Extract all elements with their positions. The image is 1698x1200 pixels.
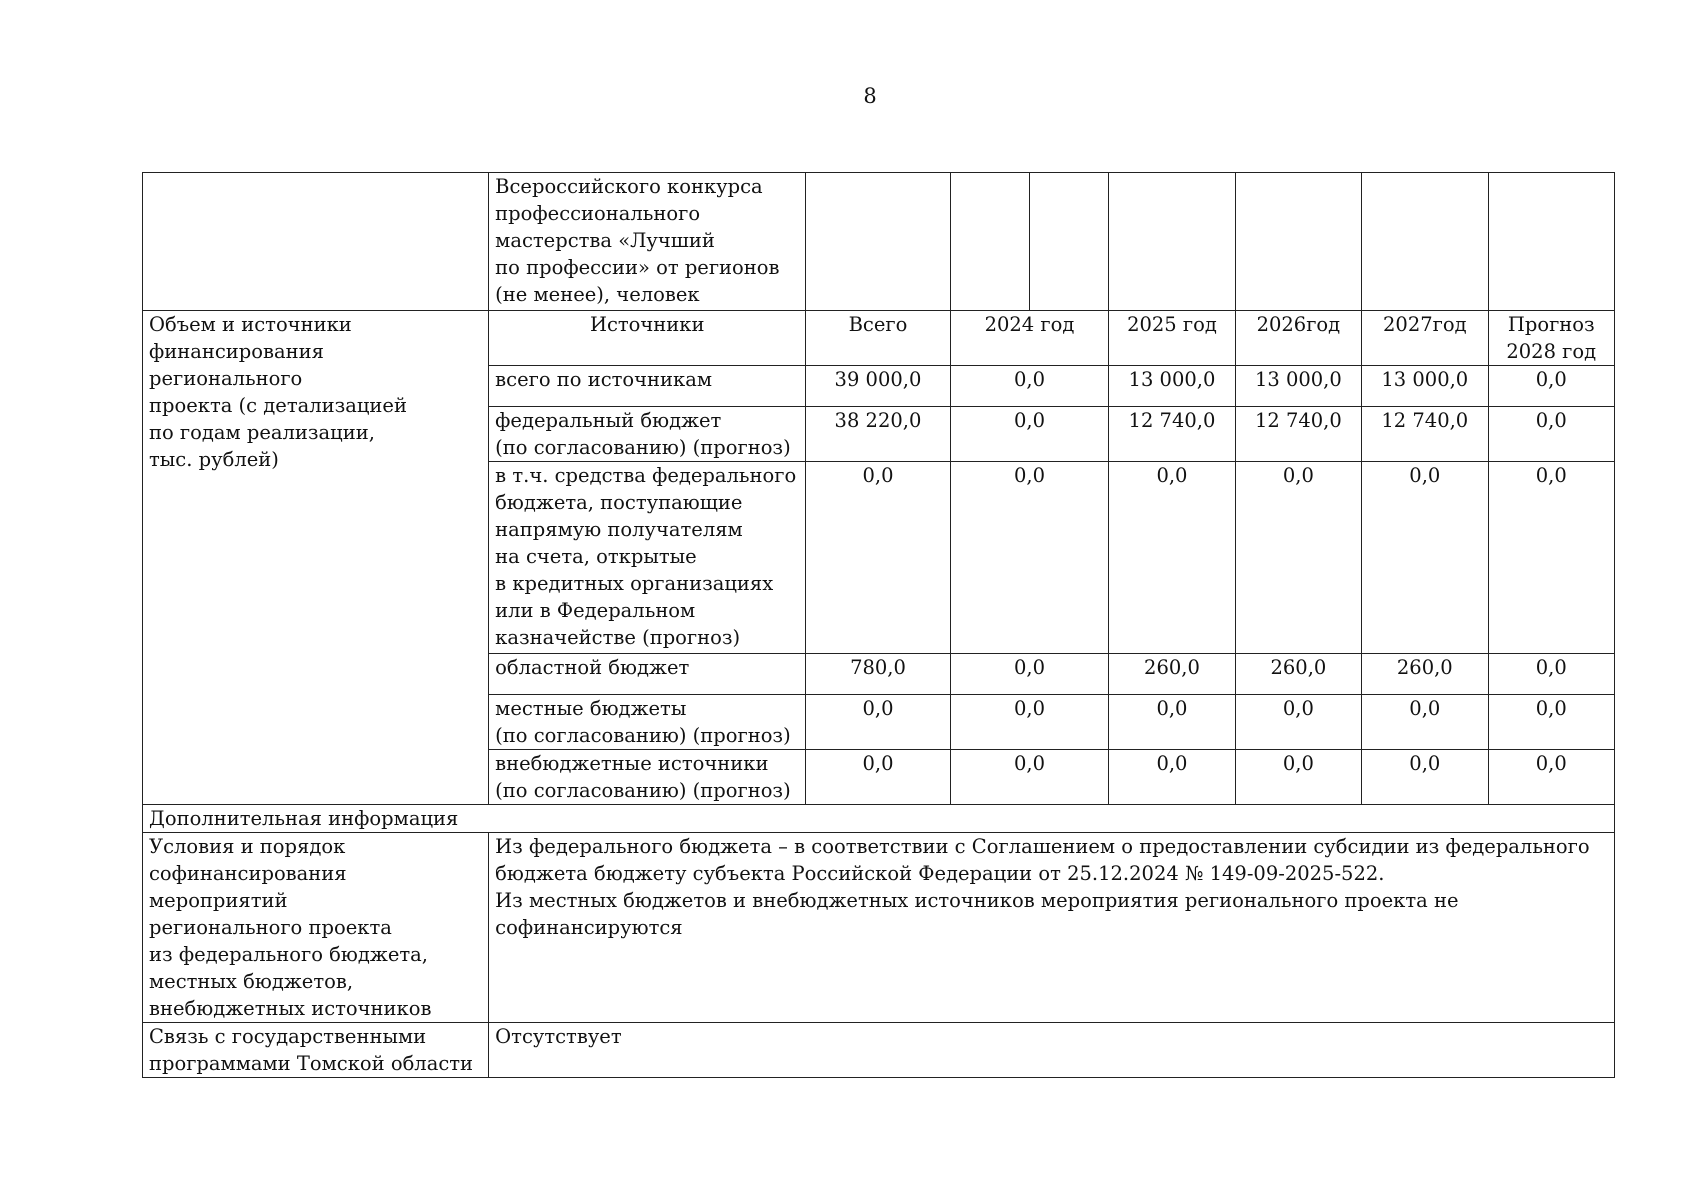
value-cell: 260,0 <box>1362 654 1488 695</box>
value-cell: 12 740,0 <box>1235 407 1361 462</box>
additional-info-row <box>143 805 1615 833</box>
value-cell: 0,0 <box>1235 750 1361 805</box>
header-total: Всего <box>806 311 950 366</box>
value-cell: 0,0 <box>1362 462 1488 654</box>
value-cell: 0,0 <box>806 750 950 805</box>
source-local-budgets: местные бюджеты (по согласованию) (прогноз) <box>489 695 806 750</box>
programs-row <box>143 1023 1615 1078</box>
header-forecast-2028: Прогноз 2028 год <box>1488 311 1614 366</box>
value-cell: 39 000,0 <box>806 366 950 407</box>
top-row-empty-cell <box>143 173 489 311</box>
programs-text: Отсутствует <box>489 1023 1615 1078</box>
value-cell: 0,0 <box>1488 366 1614 407</box>
value-cell: 0,0 <box>1109 462 1235 654</box>
value-cell: 780,0 <box>806 654 950 695</box>
value-cell: 0,0 <box>1235 695 1361 750</box>
empty-cell <box>806 173 950 311</box>
project-passport-table <box>142 172 1615 1078</box>
header-sources: Источники <box>489 311 806 366</box>
value-cell: 0,0 <box>1488 462 1614 654</box>
additional-info-heading: Дополнительная информация <box>143 805 1615 833</box>
top-row <box>143 173 1615 311</box>
header-2026: 2026год <box>1235 311 1361 366</box>
source-total: всего по источникам <box>489 366 806 407</box>
value-cell: 0,0 <box>1109 750 1235 805</box>
value-cell: 0,0 <box>1488 654 1614 695</box>
empty-split-cell <box>950 173 1109 311</box>
value-cell: 0,0 <box>806 695 950 750</box>
page-number: 8 <box>863 84 877 108</box>
value-cell: 0,0 <box>950 366 1109 407</box>
value-cell: 13 000,0 <box>1362 366 1488 407</box>
finance-header-row <box>143 311 1615 366</box>
cofinancing-row <box>143 833 1615 1023</box>
header-2025: 2025 год <box>1109 311 1235 366</box>
value-cell: 0,0 <box>950 695 1109 750</box>
value-cell: 0,0 <box>950 407 1109 462</box>
source-extrabudgetary: внебюджетные источники (по согласованию) (прогноз) <box>489 750 806 805</box>
top-row-label: Всероссийского конкурса профессионального мастерства «Лучший по профессии» от регионов (не менее), человек <box>489 173 806 311</box>
value-cell: 260,0 <box>1235 654 1361 695</box>
finance-row-label: Объем и источники финансирования регионального проекта (с детализацией по годам реализации, тыс. рублей) <box>143 311 489 805</box>
cofinancing-label: Условия и порядок софинансирования мероприятий регионального проекта из федерального бюджета, местных бюджетов, внебюджетных источников <box>143 833 489 1023</box>
programs-label: Связь с государственными программами Томской области <box>143 1023 489 1078</box>
source-federal-budget: федеральный бюджет (по согласованию) (прогноз) <box>489 407 806 462</box>
value-cell: 0,0 <box>1109 695 1235 750</box>
value-cell: 0,0 <box>806 462 950 654</box>
cofinancing-text: Из федерального бюджета – в соответствии с Соглашением о предоставлении субсидии из федерального бюджета бюджету субъекта Российской Федерации от 25.12.2024 № 149-09-2025-522. Из местных бюджетов и внебюджетных источников мероприятия регионального проекта не софинансируются <box>489 833 1615 1023</box>
value-cell: 12 740,0 <box>1362 407 1488 462</box>
empty-cell <box>1109 173 1235 311</box>
value-cell: 0,0 <box>1362 695 1488 750</box>
empty-cell <box>1488 173 1614 311</box>
source-regional-budget: областной бюджет <box>489 654 806 695</box>
value-cell: 0,0 <box>950 750 1109 805</box>
value-cell: 0,0 <box>950 654 1109 695</box>
source-federal-direct: в т.ч. средства федерального бюджета, поступающие напрямую получателям на счета, открытые в кредитных организациях или в Федеральном казначействе (прогноз) <box>489 462 806 654</box>
value-cell: 0,0 <box>1362 750 1488 805</box>
value-cell: 0,0 <box>1488 695 1614 750</box>
value-cell: 38 220,0 <box>806 407 950 462</box>
header-2027: 2027год <box>1362 311 1488 366</box>
value-cell: 0,0 <box>1488 750 1614 805</box>
empty-cell <box>1235 173 1361 311</box>
value-cell: 12 740,0 <box>1109 407 1235 462</box>
value-cell: 0,0 <box>1488 407 1614 462</box>
value-cell: 260,0 <box>1109 654 1235 695</box>
empty-cell <box>1362 173 1488 311</box>
header-2024: 2024 год <box>950 311 1109 366</box>
value-cell: 13 000,0 <box>1109 366 1235 407</box>
value-cell: 13 000,0 <box>1235 366 1361 407</box>
value-cell: 0,0 <box>950 462 1109 654</box>
value-cell: 0,0 <box>1235 462 1361 654</box>
